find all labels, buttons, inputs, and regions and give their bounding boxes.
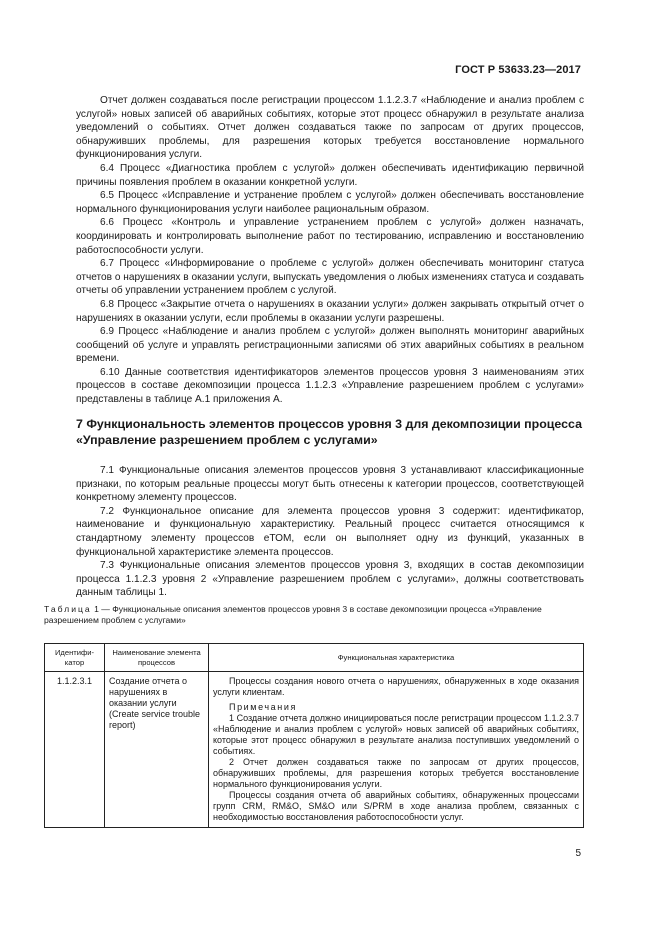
paragraph: 7.2 Функциональное описание для элемента процессов уровня 3 содержит: идентификатор, наименование и функциональную характеристику. Реальный процесс считается относящимся к стандартному элементу процессов еТОМ, если он выполняет одну из функций, указанных в функциональной характеристике элемента процессов. <box>76 505 584 558</box>
table-row <box>45 672 584 828</box>
cell-desc <box>209 672 584 828</box>
paragraph: 6.10 Данные соответствия идентификаторов элементов процессов уровня 3 наименованиям этих процессов в составе декомпозиции процесса 1.1.2.3 «Управление разрешением проблем с услугами» представлены в таблице А.1 приложения А. <box>76 366 584 406</box>
paragraph: 7.3 Функциональные описания элементов процессов уровня 3, входящих в состав декомпозиции процесса 1.1.2.3 уровня 2 «Управление разрешением проблем с услугами», должны соответствовать данным таблицы 1. <box>76 560 584 599</box>
cell-id: 1.1.2.3.1 <box>45 672 105 828</box>
header-id: Идентифи-катор <box>45 644 105 672</box>
header-name: Наименование элемента процессов <box>105 644 209 672</box>
paragraph: 7.1 Функциональные описания элементов процессов уровня 3 устанавливают классификационные признаки, по которым реальные процессы могут быть отнесены к категории процессов, соответствующей конкретному элементу процессов. <box>76 465 584 504</box>
main-text <box>76 94 584 407</box>
desc-text: Процессы создания нового отчета о нарушениях, обнаруженных в ходе оказания услуги клиентам. <box>213 676 579 698</box>
note: Процессы создания отчета об аварийных событиях, обнаруженных процессами групп CRM, RM&O, SM&O или S/PRM в ходе анализа проблем, связанных с необходимостью восстановления работоспособности услуг. <box>213 790 579 823</box>
note: 2 Отчет должен создаваться также по запросам от других процессов, обнаруживших проблемы, для разрешения которых требуется восстановление нормального функционирования услуги. <box>213 757 579 790</box>
paragraph: Отчет должен создаваться после регистрации процессом 1.1.2.3.7 «Наблюдение и анализ проблем с услугой» новых записей об аварийных событиях, которые этот процесс обнаружил в результате анализа уведомлений о событиях. Отчет должен создаваться также по запросам от других процессов, обнаруживших проблемы, для разрешения которых требуется восстановление нормального функционирования услуги. <box>76 95 584 161</box>
paragraph: 6.6 Процесс «Контроль и управление устранением проблем с услугой» должен назначать, координировать и контролировать выполнение работ по тестированию, исправлению и восстановлению работоспособности услуги. <box>76 217 584 256</box>
section-heading: 7 Функциональность элементов процессов уровня 3 для декомпозиции процесса «Управление разрешением проблем с услугами» <box>76 417 582 447</box>
page-number: 5 <box>575 848 581 859</box>
note: 1 Создание отчета должно инициироваться после регистрации процессом 1.1.2.3.7 «Наблюдение и анализ проблем с услугой» новых записей об аварийных событиях, которые этот процесс обнаружил в результате анализа поступивших уведомлений о событиях. <box>213 713 579 757</box>
table-caption <box>44 604 584 627</box>
paragraph: 6.8 Процесс «Закрытие отчета о нарушениях в оказании услуги» должен закрывать открытый отчет о нарушениях в оказании услуги, если проблемы в оказании услуги разрешены. <box>76 298 584 324</box>
cell-name: Создание отчета о нарушениях в оказании услуги (Create service trouble report) <box>105 672 209 828</box>
table-header-row <box>45 644 584 672</box>
document-id: ГОСТ Р 53633.23—2017 <box>455 64 581 76</box>
table-caption-label: Таблица <box>44 604 92 614</box>
table-caption-text: 1 — Функциональные описания элементов процессов уровня 3 в составе декомпозиции процесса «Управление разрешением проблем с услугами» <box>44 604 542 626</box>
paragraph: 6.5 Процесс «Исправление и устранение проблем с услугой» должен обеспечивать восстановление нормального функционирования услуги наиболее рациональным образом. <box>76 190 584 215</box>
header-desc: Функциональная характеристика <box>209 644 584 672</box>
notes-title: Примечания <box>229 702 297 713</box>
paragraph: 6.9 Процесс «Наблюдение и анализ проблем с услугой» должен выполнять мониторинг аварийных сообщений об услуге и управлять регистрационными записями об этих аварийных событиях в реальном времени. <box>76 326 584 365</box>
function-table <box>44 643 584 828</box>
paragraph: 6.7 Процесс «Информирование о проблеме с услугой» должен обеспечивать мониторинг статуса отчетов о нарушениях в оказании услуги, выпускать уведомления о любых изменениях статуса и создавать отчеты об управлении устранением проблем с услугой. <box>76 258 584 297</box>
section-text <box>76 464 584 600</box>
paragraph: 6.4 Процесс «Диагностика проблем с услугой» должен обеспечивать идентификацию первичной причины появления проблем в оказании конкретной услуги. <box>76 162 584 188</box>
